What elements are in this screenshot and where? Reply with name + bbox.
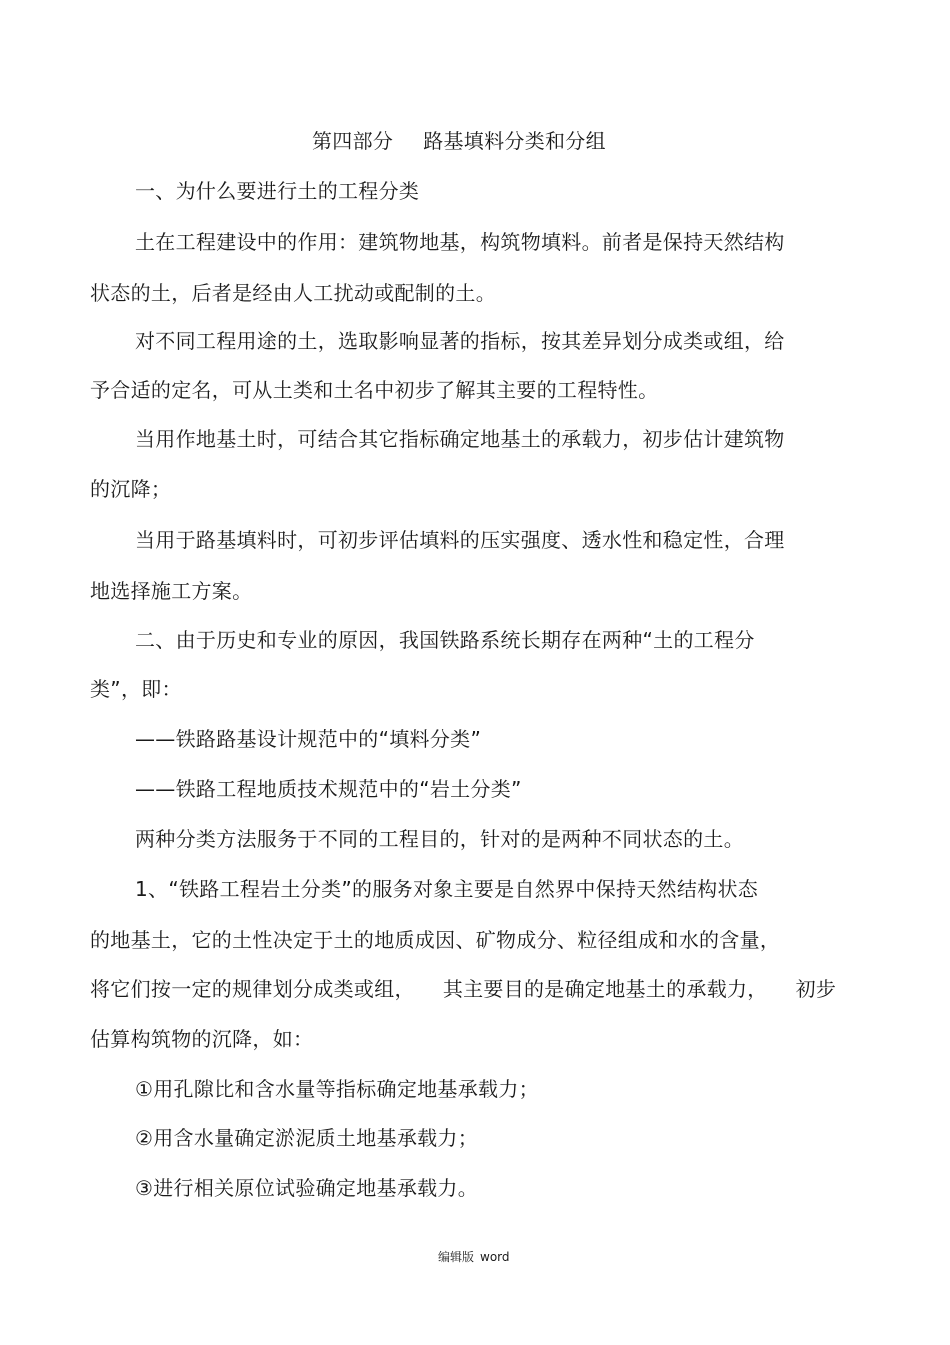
paragraph-line: 两种分类方法服务于不同的工程目的，针对的是两种不同状态的土。 <box>135 827 744 851</box>
page-title <box>312 128 606 154</box>
paragraph-line <box>90 976 836 1002</box>
paragraph-line: 的沉降； <box>90 477 172 501</box>
footer-label: 编辑版 <box>438 1250 475 1264</box>
paragraph-line: 地选择施工方案。 <box>90 579 253 603</box>
paragraph-line: 当用于路基填料时，可初步评估填料的压实强度、透水性和稳定性，合理 <box>135 528 785 552</box>
page-footer <box>438 1250 510 1264</box>
line-segment: 其主要目的是确定地基土的承载力， <box>442 977 768 1001</box>
title-part: 第四部分 <box>312 129 394 153</box>
paragraph-line: 当用作地基土时，可结合其它指标确定地基土的承载力，初步估计建筑物 <box>135 427 785 451</box>
paragraph-line: 土在工程建设中的作用：建筑物地基，构筑物填料。前者是保持天然结构 <box>135 230 785 254</box>
list-item: ②用含水量确定淤泥质土地基承载力； <box>135 1126 479 1150</box>
line-segment: 将它们按一定的规律划分成类或组， <box>90 977 415 1001</box>
paragraph-line: 状态的土，后者是经由人工扰动或配制的土。 <box>90 281 496 305</box>
list-item: ③进行相关原位试验确定地基承载力。 <box>135 1176 479 1200</box>
list-item: ①用孔隙比和含水量等指标确定地基承载力； <box>135 1077 539 1101</box>
line-segment: 初步 <box>795 977 837 1001</box>
paragraph-line: 予合适的定名，可从土类和土名中初步了解其主要的工程特性。 <box>90 378 659 402</box>
section-heading-2: 二、由于历史和专业的原因，我国铁路系统长期存在两种“土的工程分 <box>135 628 755 652</box>
paragraph-line: 的地基土，它的土性决定于土的地质成因、矿物成分、粒径组成和水的含量， <box>90 928 781 952</box>
list-item: ——铁路工程地质技术规范中的“岩土分类” <box>135 777 522 801</box>
title-main: 路基填料分类和分组 <box>423 129 606 153</box>
list-item: ——铁路路基设计规范中的“填料分类” <box>135 727 482 751</box>
section-heading-1: 一、为什么要进行土的工程分类 <box>135 179 420 203</box>
paragraph-line: 1、“铁路工程岩土分类”的服务对象主要是自然界中保持天然结构状态 <box>135 877 759 901</box>
paragraph-line: 估算构筑物的沉降，如： <box>90 1027 314 1051</box>
paragraph-line: 类”，即： <box>90 677 182 701</box>
footer-word: word <box>480 1250 510 1264</box>
paragraph-line: 对不同工程用途的土，选取影响显著的指标，按其差异划分成类或组，给 <box>135 329 785 353</box>
